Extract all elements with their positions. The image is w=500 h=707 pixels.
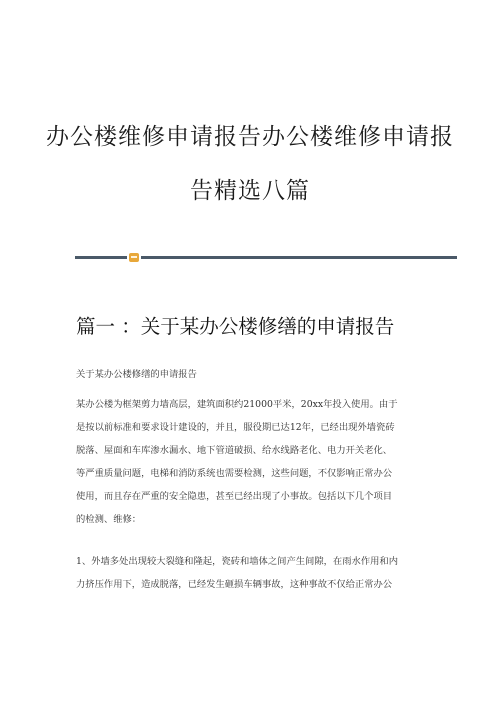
divider-bar-right [141,256,457,259]
paragraph-1-line: 某办公楼为框架剪力墙高层，建筑面积约21000平米，20xx年投入使用。由于 [76,399,398,410]
document-divider-icon [129,253,139,262]
paragraph-2-line: 力挤压作用下，造成脱落，已经发生砸损车辆事故，这种事故不仅给正常办公 [76,579,393,590]
paragraph-1-line: 是按以前标准和要求设计建设的，并且，服役期已达12年，已经出现外墙瓷砖 [76,422,395,433]
paragraph-1-line: 脱落、屋面和车库渗水漏水、地下管道破损、给水线路老化、电力开关老化、 [76,445,393,456]
title-divider [75,255,457,260]
paragraph-1-line: 使用，而且存在严重的安全隐患，甚至已经出现了小事故。包括以下几个项目 [76,491,393,502]
report-subtitle: 关于某办公楼修缮的申请报告 [76,369,197,380]
paragraph-1-line: 等严重质量问题，电梯和消防系统也需要检测，这些问题，不仅影响正常办公 [76,468,393,479]
section-heading: 篇一 ：关于某办公楼修缮的申请报告 [76,315,395,338]
document-title-line-1: 办公楼维修申请报告办公楼维修申请报 [46,124,454,150]
divider-bar-left [75,256,127,259]
paragraph-1-line: 的检测、维修： [76,514,142,525]
document-title-line-2: 告精选八篇 [190,178,310,204]
paragraph-2-line: 1、外墙多处出现较大裂缝和隆起，瓷砖和墙体之间产生间隙，在雨水作用和内 [76,556,399,567]
